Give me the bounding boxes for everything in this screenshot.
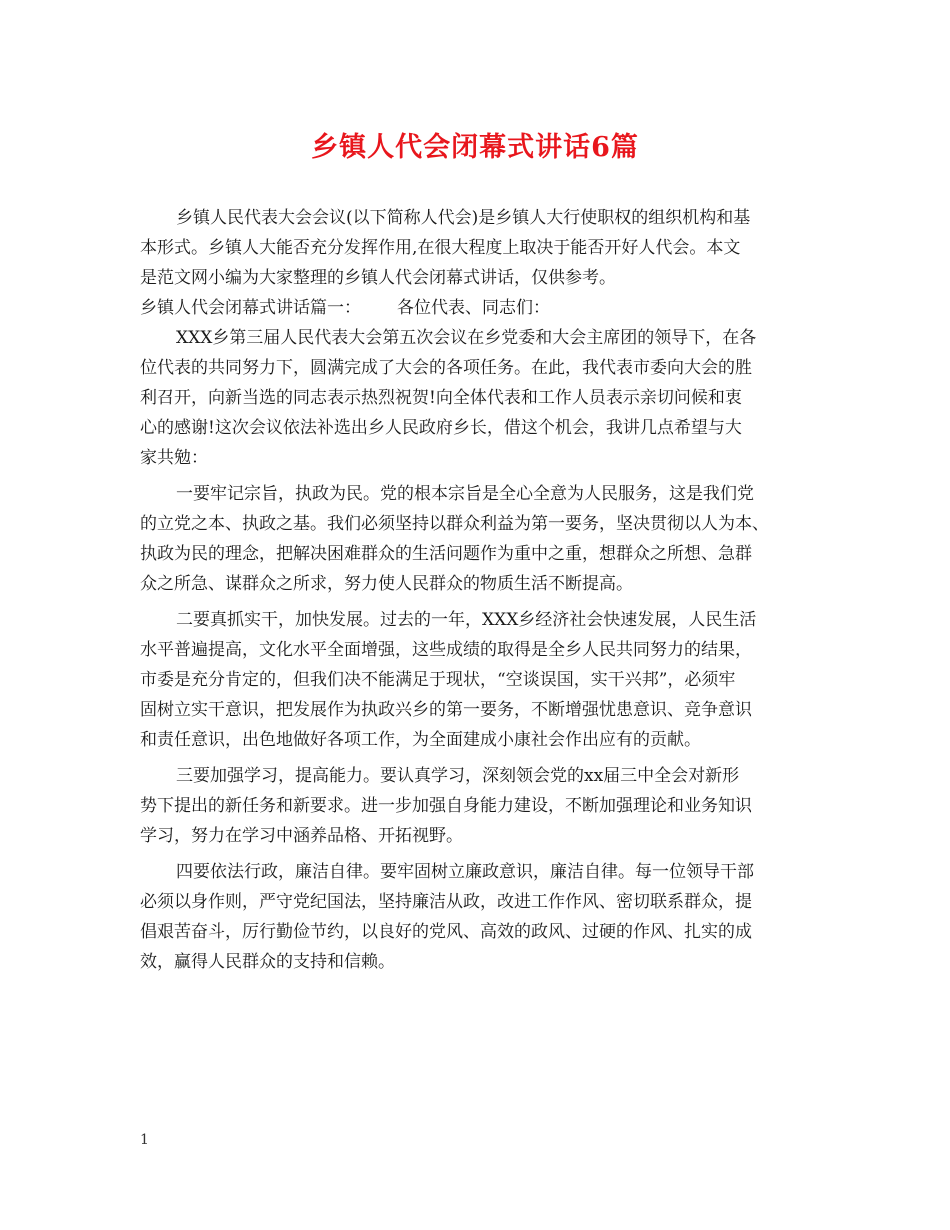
page-number: 1 xyxy=(140,1132,149,1148)
paragraph-line: 学习，努力在学习中涵养品格、开拓视野。 xyxy=(140,826,463,846)
paragraph-line: 的立党之本、执政之基。我们必须坚持以群众利益为第一要务，坚决贯彻以人为本、 xyxy=(140,514,769,534)
intro-line: 乡镇人民代表大会会议(以下简称人代会)是乡镇人大行使职权的组织机构和基 xyxy=(176,208,751,228)
paragraph-line: 势下提出的新任务和新要求。进一步加强自身能力建设，不断加强理论和业务知识 xyxy=(140,796,752,816)
intro-paragraph xyxy=(140,203,816,293)
paragraph-line: 家共勉： xyxy=(140,448,208,468)
paragraph-4 xyxy=(140,761,816,851)
paragraph-line: 心的感谢!这次会议依法补选出乡人民政府乡长，借这个机会，我讲几点希望与大 xyxy=(140,418,742,438)
paragraph-line: 市委是充分肯定的，但我们决不能满足于现状，“空谈误国，实干兴邦”，必须牢 xyxy=(140,670,736,690)
paragraph-line: 必须以身作则，严守党纪国法，坚持廉洁从政，改进工作作风、密切联系群众，提 xyxy=(140,892,752,912)
section-heading: 乡镇人代会闭幕式讲话篇一： xyxy=(140,298,361,318)
paragraph-5 xyxy=(140,857,816,977)
paragraph-line: 水平普遍提高，文化水平全面增强，这些成绩的取得是全乡人民共同努力的结果， xyxy=(140,640,752,660)
paragraph-line: 和责任意识，出色地做好各项工作，为全面建成小康社会作出应有的贡献。 xyxy=(140,730,701,750)
paragraph-line: XXX乡第三届人民代表大会第五次会议在乡党委和大会主席团的领导下，在各 xyxy=(176,328,757,348)
paragraph-line: 倡艰苦奋斗，厉行勤俭节约，以良好的党风、高效的政风、过硬的作风、扎实的成 xyxy=(140,922,752,942)
paragraph-1 xyxy=(140,323,816,473)
paragraph-line: 四要依法行政，廉洁自律。要牢固树立廉政意识，廉洁自律。每一位领导干部 xyxy=(176,862,754,882)
document-body xyxy=(140,203,816,977)
paragraph-line: 利召开，向新当选的同志表示热烈祝贺!向全体代表和工作人员表示亲切问候和衷 xyxy=(140,388,742,408)
intro-line: 是范文网小编为大家整理的乡镇人代会闭幕式讲话，仅供参考。 xyxy=(140,268,616,288)
paragraph-line: 执政为民的理念，把解决困难群众的生活问题作为重中之重，想群众之所想、急群 xyxy=(140,544,752,564)
greeting: 各位代表、同志们： xyxy=(397,298,550,318)
paragraph-line: 三要加强学习，提高能力。要认真学习，深刻领会党的xx届三中全会对新形 xyxy=(176,766,740,786)
paragraph-line: 固树立实干意识，把发展作为执政兴乡的第一要务，不断增强忧患意识、竞争意识 xyxy=(140,700,752,720)
paragraph-line: 二要真抓实干，加快发展。过去的一年，XXX乡经济社会快速发展，人民生活 xyxy=(176,610,757,630)
paragraph-line: 位代表的共同努力下，圆满完成了大会的各项任务。在此，我代表市委向大会的胜 xyxy=(140,358,752,378)
intro-line: 本形式。乡镇人大能否充分发挥作用,在很大程度上取决于能否开好人代会。本文 xyxy=(140,238,741,258)
paragraph-line: 众之所急、谋群众之所求，努力使人民群众的物质生活不断提高。 xyxy=(140,574,633,594)
paragraph-2 xyxy=(140,479,816,599)
paragraph-3 xyxy=(140,605,816,755)
paragraph-line: 效，赢得人民群众的支持和信赖。 xyxy=(140,952,395,972)
paragraph-line: 一要牢记宗旨，执政为民。党的根本宗旨是全心全意为人民服务，这是我们党 xyxy=(176,484,754,504)
section-heading-row xyxy=(140,293,816,323)
document-title: 乡镇人代会闭幕式讲话6篇 xyxy=(311,132,639,163)
